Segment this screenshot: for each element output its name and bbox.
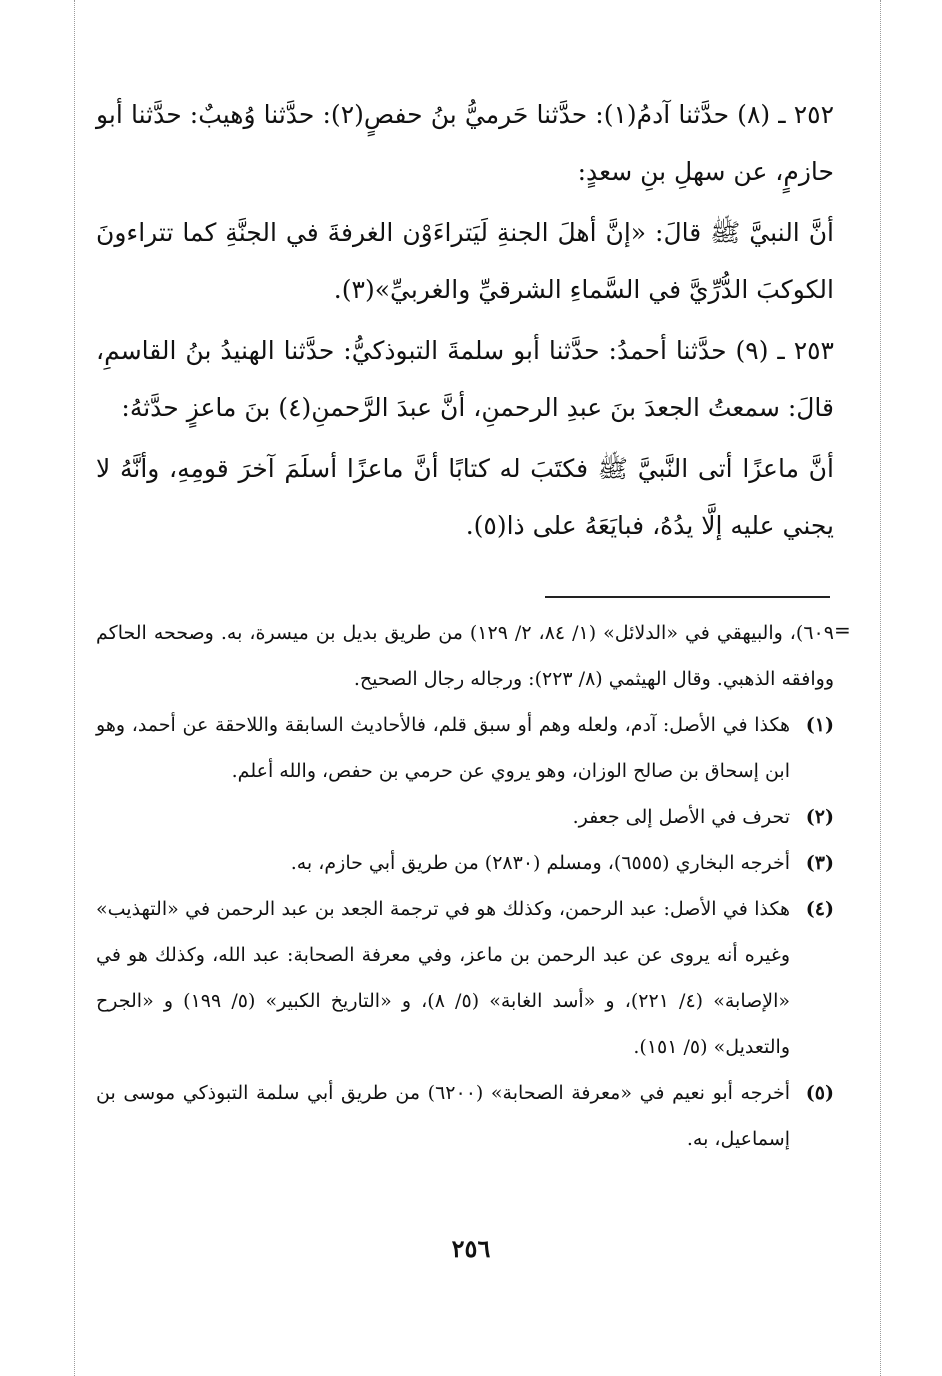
- footnote-3: [96, 840, 834, 886]
- footnote-text: تحرف في الأصل إلى جعفر.: [572, 806, 790, 828]
- footnote-2: [96, 794, 834, 840]
- left-margin-dotted-line: [74, 0, 75, 1376]
- main-text: [96, 86, 834, 558]
- footnotes: [96, 610, 834, 1162]
- footnote-1: [96, 702, 834, 794]
- footnote-continued: ٦٠٩)، والبيهقي في «الدلائل» (١/ ٨٤، ٢/ ١٢٩) من طريق بديل بن ميسرة، به. وصححه الحاكم ووافقه الذهبي. وقال الهيثمي (٨/ ٢٢٣): ورجاله رجال الصحيح.: [96, 622, 834, 690]
- footnote-number: (٤): [805, 898, 834, 920]
- footnote-text: أخرجه أبو نعيم في «معرفة الصحابة» (٦٢٠٠) من طريق أبي سلمة التبوذكي موسى بن إسماعيل، به.: [96, 1082, 791, 1150]
- footnote-text: أخرجه البخاري (٦٥٥٥)، ومسلم (٢٨٣٠) من طريق أبي حازم، به.: [290, 852, 790, 874]
- hadith-252-matn: أنَّ النبيَّ ﷺ قالَ: «إنَّ أهلَ الجنةِ لَيَتراءَوْن الغرفةَ في الجنَّةِ كما تتراءونَ الكوكبَ الدُّرِّيَّ في السَّماءِ الشرقيِّ والغربيِّ»(٣).: [96, 218, 834, 304]
- hadith-253-matn: أنَّ ماعزًا أتى النَّبيَّ ﷺ فكتَبَ له كتابًا أنَّ ماعزًا أسلَمَ آخرَ قومِهِ، وأنَّهُ لا يجني عليه إلَّا يدُهُ، فبايَعَهُ على ذا(٥).: [96, 454, 834, 540]
- footnote-text: هكذا في الأصل: عبد الرحمن، وكذلك هو في ترجمة الجعد بن عبد الرحمن في «التهذيب» وغيره أنه يروى عن عبد الرحمن بن ماعز، وفي معرفة الصحابة: عبد الله، وكذلك هو في «الإصابة» (٤/ ٢٢١)، و «أسد الغابة» (٥/ ٨)، و «التاريخ الكبير» (٥/ ١٩٩) و «الجرح والتعديل» (٥/ ١٥١).: [96, 898, 790, 1058]
- footnote-number: (٢): [805, 806, 834, 828]
- hadith-252-isnad: ٢٥٢ ـ (٨) حدَّثنا آدمُ(١): حدَّثنا حَرميُّ بنُ حفصٍ(٢): حدَّثنا وُهيبٌ: حدَّثنا أبو حازمٍ، عن سهلِ بنِ سعدٍ:: [96, 100, 835, 186]
- page-number: ٢٥٦: [451, 1234, 491, 1263]
- footnote-number: (١): [805, 714, 834, 736]
- footnote-number: (٥): [805, 1082, 834, 1104]
- right-margin-dotted-line: [880, 0, 881, 1376]
- footnote-text: هكذا في الأصل: آدم، ولعله وهم أو سبق قلم، فالأحاديث السابقة واللاحقة عن أحمد، وهو ابن إسحاق بن صالح الوزان، وهو يروي عن حرمي بن حفص، والله أعلم.: [96, 714, 790, 782]
- footnote-number: (٣): [805, 852, 834, 874]
- footnote-4: [96, 886, 834, 1070]
- hadith-253-isnad: ٢٥٣ ـ (٩) حدَّثنا أحمدُ: حدَّثنا أبو سلمةَ التبوذكيُّ: حدَّثنا الهنيدُ بنُ القاسمِ، قالَ: سمعتُ الجعدَ بنَ عبدِ الرحمنِ، أنَّ عبدَ الرَّحمنِ(٤) بنَ ماعزٍ حدَّثهُ:: [96, 336, 834, 422]
- footnote-5: [96, 1070, 834, 1162]
- continuation-mark: =: [834, 618, 851, 642]
- footnote-divider: [545, 596, 830, 598]
